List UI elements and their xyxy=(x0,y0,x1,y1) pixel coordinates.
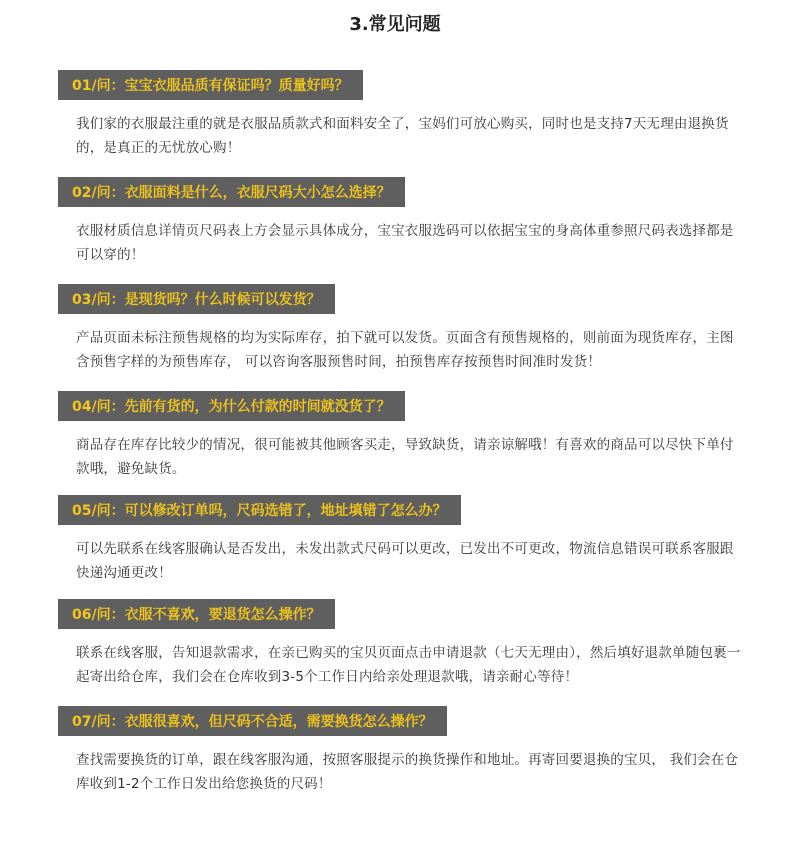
question-bar xyxy=(58,284,335,314)
answer-text: 可以先联系在线客服确认是否发出，未发出款式尺码可以更改，已发出不可更改，物流信息错误可联系客服跟快递沟通更改！ xyxy=(76,541,734,581)
question-number: 03/问： xyxy=(72,292,125,308)
question-bar xyxy=(58,599,335,629)
question-bar xyxy=(58,391,405,421)
question-text: 可以修改订单吗，尺码选错了，地址填错了怎么办？ xyxy=(124,503,447,519)
question-number: 07/问： xyxy=(72,714,125,730)
question-text: 衣服不喜欢，要退货怎么操作？ xyxy=(124,607,321,623)
title-wrap xyxy=(0,12,790,38)
question-text: 先前有货的，为什么付款的时间就没货了？ xyxy=(124,399,391,415)
question-text: 衣服面料是什么，衣服尺码大小怎么选择？ xyxy=(124,185,391,201)
question-number: 01/问： xyxy=(72,78,125,94)
page-title: 3.常见问题 xyxy=(339,12,450,38)
answer-text: 产品页面未标注预售规格的均为实际库存，拍下就可以发货。页面含有预售规格的，则前面为现货库存，主图含预售字样的为预售库存， 可以咨询客服预售时间，拍预售库存按预售时间准时发货！ xyxy=(76,330,734,370)
question-text: 是现货吗？什么时候可以发货？ xyxy=(124,292,321,308)
question-bar xyxy=(58,706,447,736)
question-text: 衣服很喜欢，但尺码不合适，需要换货怎么操作？ xyxy=(124,714,433,730)
question-number: 04/问： xyxy=(72,399,125,415)
question-number: 02/问： xyxy=(72,185,125,201)
question-bar xyxy=(58,177,405,207)
question-bar xyxy=(58,70,363,100)
answer-text: 我们家的衣服最注重的就是衣服品质款式和面料安全了，宝妈们可放心购买，同时也是支持7天无理由退换货的，是真正的无忧放心购！ xyxy=(76,116,729,156)
answer-text: 查找需要换货的订单，跟在线客服沟通，按照客服提示的换货操作和地址。再寄回要退换的宝贝， 我们会在仓库收到1-2个工作日发出给您换货的尺码！ xyxy=(76,752,739,792)
question-text: 宝宝衣服品质有保证吗？质量好吗？ xyxy=(124,78,349,94)
question-number: 05/问： xyxy=(72,503,125,519)
question-bar xyxy=(58,495,461,525)
answer-text: 联系在线客服，告知退款需求，在亲已购买的宝贝页面点击申请退款（七天无理由），然后填好退款单随包裹一起寄出给仓库，我们会在仓库收到3-5个工作日内给亲处理退款哦，请亲耐心等待！ xyxy=(76,645,741,685)
answer-text: 衣服材质信息详情页尺码表上方会显示具体成分，宝宝衣服选码可以依据宝宝的身高体重参照尺码表选择都是可以穿的！ xyxy=(76,223,734,263)
question-number: 06/问： xyxy=(72,607,125,623)
answer-text: 商品存在库存比较少的情况，很可能被其他顾客买走，导致缺货，请亲谅解哦！有喜欢的商品可以尽快下单付款哦，避免缺货。 xyxy=(76,437,734,477)
